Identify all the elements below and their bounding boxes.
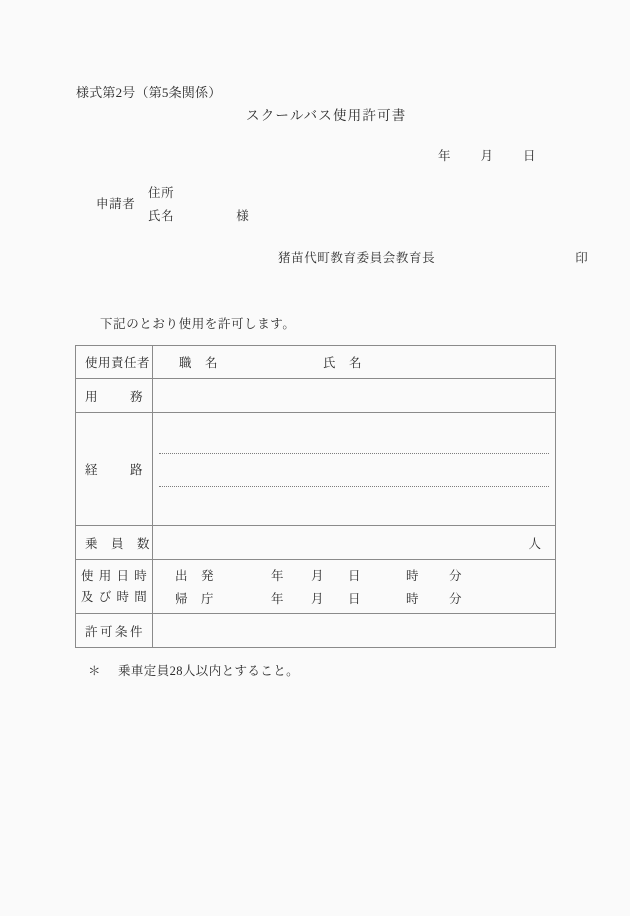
- passenger-count-unit: 人: [528, 536, 541, 551]
- departure-month: 月: [311, 569, 324, 583]
- permission-statement: 下記のとおり使用を許可します。: [100, 317, 296, 331]
- issue-date-line: [438, 146, 536, 164]
- row-value-responsible-person[interactable]: [153, 346, 556, 379]
- table-row-passenger-count: [76, 526, 556, 560]
- route-dotted-rule-1: [159, 453, 549, 454]
- departure-year: 年: [271, 569, 284, 583]
- issue-date-year: 年: [438, 149, 451, 163]
- issue-date-day: 日: [523, 149, 536, 163]
- applicant-name-row: [148, 206, 249, 224]
- table-row-purpose: [76, 379, 556, 413]
- table-row-permit-conditions: [76, 614, 556, 648]
- row-value-purpose[interactable]: [153, 379, 556, 413]
- row-label-usage-datetime: 使用日時 及び時間: [76, 560, 153, 614]
- return-day: 日: [348, 592, 361, 606]
- route-dotted-rule-2: [159, 486, 549, 487]
- return-year: 年: [271, 592, 284, 606]
- row-label-route: 経 路: [76, 413, 153, 526]
- table-row-usage-datetime: [76, 560, 556, 614]
- applicant-honorific: 様: [236, 209, 250, 223]
- applicant-address-label: 住所: [148, 186, 175, 200]
- return-month: 月: [311, 592, 324, 606]
- departure-hour: 時: [406, 569, 419, 583]
- row-label-purpose: 用 務: [76, 379, 153, 413]
- form-number: 様式第2号（第5条関係）: [76, 85, 222, 100]
- row-label-permit-conditions: 許可条件: [76, 614, 153, 648]
- row-label-passenger-count: 乗 員 数: [76, 526, 153, 560]
- row-value-permit-conditions[interactable]: [153, 614, 556, 648]
- applicant-label: 申請者: [96, 197, 136, 211]
- departure-datetime-row: [175, 564, 555, 587]
- table-row-route: [76, 413, 556, 526]
- row-label-responsible-person: 使用責任者: [76, 346, 153, 379]
- row-value-usage-datetime[interactable]: [153, 560, 556, 614]
- issuer-name: 猪苗代町教育委員会教育長: [278, 251, 436, 265]
- footnote-text: 乗車定員28人以内とすること。: [118, 664, 300, 678]
- return-hour: 時: [406, 592, 419, 606]
- issue-date-month: 月: [480, 149, 494, 163]
- table-row-responsible-person: [76, 346, 556, 379]
- person-name-label: 氏 名: [323, 356, 363, 370]
- departure-minute: 分: [449, 569, 462, 583]
- departure-label: 出 発: [175, 569, 215, 583]
- permit-details-table: [75, 345, 556, 648]
- issuer-row: [278, 248, 588, 266]
- departure-day: 日: [348, 569, 361, 583]
- document-title: スクールバス使用許可書: [246, 108, 407, 123]
- row-value-route[interactable]: [153, 413, 556, 526]
- row-value-passenger-count[interactable]: [153, 526, 556, 560]
- footnote-mark: ＊: [88, 664, 101, 678]
- seal-mark: 印: [575, 251, 589, 265]
- return-minute: 分: [449, 592, 462, 606]
- footnote: [88, 661, 299, 679]
- return-label: 帰 庁: [175, 592, 215, 606]
- applicant-name-label: 氏名: [148, 209, 175, 223]
- position-label: 職 名: [179, 356, 219, 370]
- return-datetime-row: [175, 587, 555, 610]
